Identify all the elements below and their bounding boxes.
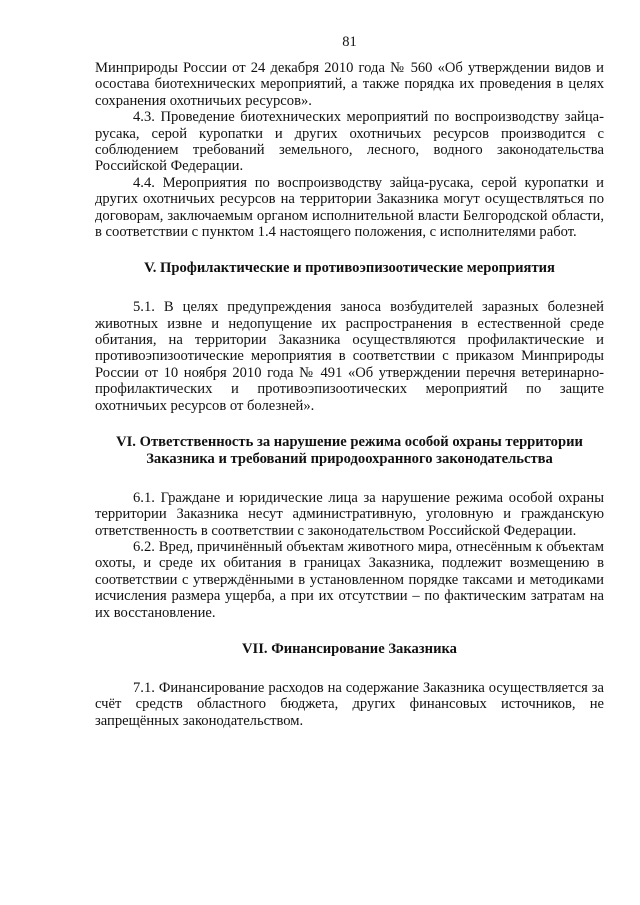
paragraph-7-1: 7.1. Финансирование расходов на содержание Заказника осуществляется за счёт средств областного бюджета, других финансовых источников, не запрещённых законодательством. xyxy=(95,679,604,729)
paragraph-6-1: 6.1. Граждане и юридические лица за нарушение режима особой охраны территории Заказника несут административную, уголовную и гражданскую ответственность в соответствии с законодательством Российской Федерации. xyxy=(95,489,604,539)
paragraph-4-3: 4.3. Проведение биотехнических мероприятий по воспроизводству зайца-русака, серой куропатки и других охотничьих ресурсов производится с соблюдением требований земельного, лесного, водного законодательства Российской Федерации. xyxy=(95,109,604,175)
section-heading-vii: VII. Финансирование Заказника xyxy=(242,640,457,657)
page-number: 81 xyxy=(342,34,357,50)
section-heading-vi-line2: Заказника и требований природоохранного законодательства xyxy=(146,450,553,467)
paragraph-4-4: 4.4. Мероприятия по воспроизводству зайца-русака, серой куропатки и других охотничьих ресурсов на территории Заказника могут осуществляться по договорам, заключаемым органом исполнительной власти Белгородской области, в соответствии с пунктом 1.4 настоящего положения, с исполнителями работ. xyxy=(95,174,604,241)
section-heading-vi xyxy=(95,434,604,468)
paragraph-5-1: 5.1. В целях предупреждения заноса возбудителей заразных болезней животных извне и недопущение их распространения в естественной среде обитания, на территории Заказника осуществляются профилактические и противоэпизоотические мероприятия в соответствии с приказом Минприроды России от 10 ноября 2010 года № 491 «Об утверждении перечня ветеринарно-профилактических и противоэпизоотических мероприятий по защите охотничьих ресурсов от болезней». xyxy=(95,299,604,414)
paragraph-continuation: Минприроды России от 24 декабря 2010 года № 560 «Об утверждении видов и осостава биотехнических мероприятий, а также порядка их проведения в целях сохранения охотничьих ресурсов». xyxy=(95,60,604,109)
paragraph-6-2: 6.2. Вред, причинённый объектам животного мира, отнесённым к объектам охоты, и среде их обитания в границах Заказника, подлежит возмещению в соответствии с утверждёнными в установленном порядке таксами и методиками исчисления размера ущерба, а при их отсутствии – по фактическим затратам на их восстановление. xyxy=(95,538,604,621)
section-heading-v: V. Профилактические и противоэпизоотические мероприятия xyxy=(144,260,555,277)
section-heading-vi-line1: VI. Ответственность за нарушение режима особой охраны территории xyxy=(116,434,583,451)
